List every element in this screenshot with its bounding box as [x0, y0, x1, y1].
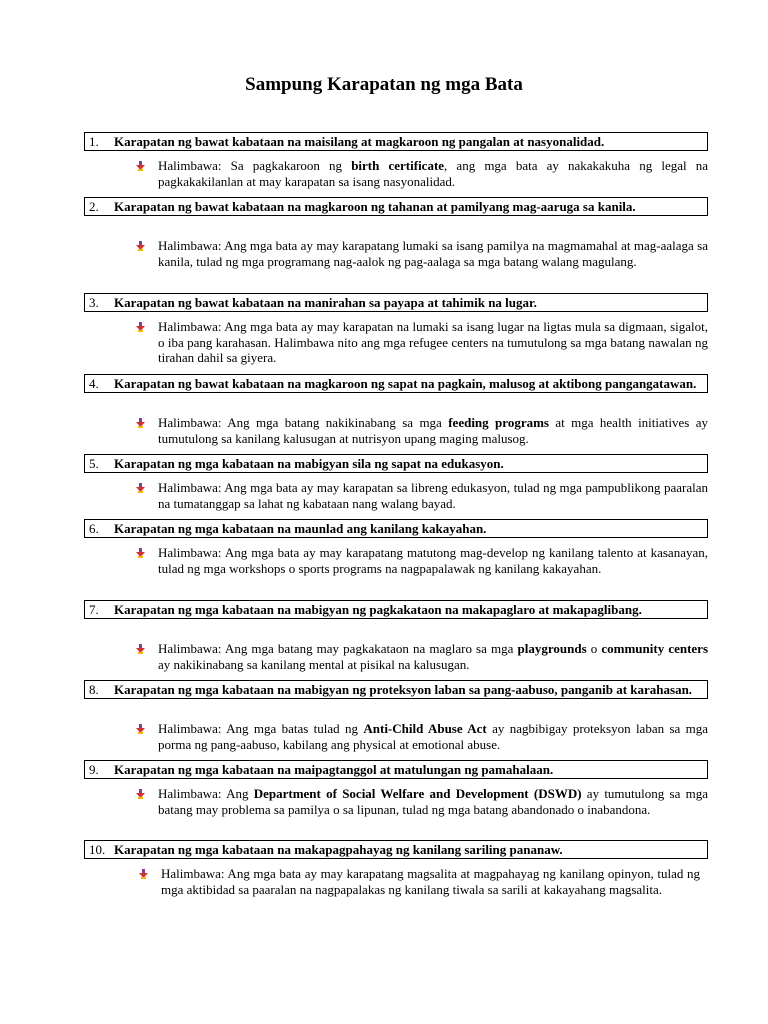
right-heading-1 — [84, 132, 708, 151]
right-heading-4 — [84, 374, 708, 393]
right-number: 7. — [89, 602, 99, 617]
emphasis-text: Anti-Child Abuse Act — [363, 721, 487, 736]
example-run: Halimbawa: Ang mga bata ay may karapatang matutong mag-develop ng kanilang talento at kasanayan, tulad ng mga workshops o sports programs na nagpapalawak ng kanilang kakayahan. — [158, 545, 708, 576]
emphasis-text: playgrounds — [517, 641, 587, 656]
example-run: Halimbawa: Ang mga bata ay may karapatan sa libreng edukasyon, tulad ng mga pampublikong paaralan na tumatanggap sa lahat ng kabataan nang walang bayad. — [158, 480, 708, 511]
example-run: Halimbawa: Ang mga bata ay may karapatang magsalita at magpahayag ng kanilang opinyon, tulad ng mga aktibidad sa paaralan na nagpapalakas ng kanilang tiwala sa sarili at kakayahang magsalita. — [161, 866, 700, 897]
example-text — [158, 415, 708, 446]
right-number: 8. — [89, 682, 99, 697]
example-6 — [136, 545, 708, 576]
arrow-bullet-icon — [136, 641, 158, 672]
right-text: Karapatan ng mga kabataan na maipagtanggol at matulungan ng pamahalaan. — [114, 762, 554, 777]
right-heading-10 — [84, 840, 708, 859]
right-text: Karapatan ng mga kabataan na mabigyan sila ng sapat na edukasyon. — [114, 456, 504, 471]
right-text: Karapatan ng mga kabataan na makapagpahayag ng kanilang sariling pananaw. — [114, 842, 563, 857]
arrow-bullet-icon — [136, 480, 158, 511]
arrow-bullet-icon — [136, 545, 158, 576]
example-text — [158, 721, 708, 752]
right-number: 6. — [89, 521, 99, 536]
document-title: Sampung Karapatan ng mga Bata — [245, 74, 523, 95]
example-run: ay tumutulong sa mga batang may problema sa pamilya o sa lipunan, tulad ng mga batang abandonado o inabandona. — [158, 786, 708, 817]
right-heading-7 — [84, 600, 708, 619]
right-text: Karapatan ng bawat kabataan na magkaroon ng tahanan at pamilyang mag-aaruga sa kanila. — [114, 199, 636, 214]
right-number: 1. — [89, 134, 99, 149]
example-3 — [136, 319, 708, 366]
right-text: Karapatan ng mga kabataan na mabigyan ng pagkakataon na makapaglaro at makapaglibang. — [114, 602, 642, 617]
example-text — [158, 641, 708, 672]
right-heading-2 — [84, 197, 708, 216]
example-7 — [136, 641, 708, 672]
example-8 — [136, 721, 708, 752]
right-number: 10. — [89, 842, 106, 857]
example-text — [158, 158, 708, 189]
arrow-bullet-icon — [136, 415, 158, 446]
arrow-bullet-icon — [136, 721, 158, 752]
right-heading-8 — [84, 680, 708, 699]
example-text — [158, 786, 708, 817]
example-run: , ang mga bata ay nakakakuha ng legal na pagkakakilanlan at may karapatan sa isang nasyonalidad. — [158, 158, 708, 189]
example-run: Halimbawa: Ang mga batas tulad ng — [158, 721, 364, 736]
example-run: at mga health initiatives ay tumutulong sa kanilang kalusugan at nutrisyon upang maging malusog. — [158, 415, 708, 446]
example-1 — [136, 158, 708, 189]
example-run: ay nagbibigay proteksyon laban sa mga porma ng pang-aabuso, kabilang ang physical at emotional abuse. — [158, 721, 709, 752]
arrow-bullet-icon — [139, 866, 161, 897]
example-4 — [136, 415, 708, 446]
right-number: 5. — [89, 456, 99, 471]
arrow-bullet-icon — [136, 158, 158, 189]
emphasis-text: birth certificate — [351, 158, 445, 173]
emphasis-text: Department of Social Welfare and Development (DSWD) — [253, 786, 582, 801]
right-text: Karapatan ng mga kabataan na mabigyan ng proteksyon laban sa pang-aabuso, panganib at karahasan. — [114, 682, 693, 697]
arrow-bullet-icon — [136, 786, 158, 817]
right-number: 3. — [89, 295, 99, 310]
right-text: Karapatan ng mga kabataan na maunlad ang kanilang kakayahan. — [114, 521, 487, 536]
example-10 — [139, 866, 700, 897]
right-number: 2. — [89, 199, 99, 214]
right-number: 9. — [89, 762, 99, 777]
right-heading-3 — [84, 293, 708, 312]
example-run: Halimbawa: Sa pagkakaroon ng — [158, 158, 352, 173]
example-run: Halimbawa: Ang mga bata ay may karapatan na lumaki sa isang lugar na ligtas mula sa digmaan, sigalot, o iba pang karahasan. Halimbawa nito ang mga refugee centers na tumutulong sa mga batang nawalan ng tirahan dahil sa giyera. — [158, 319, 708, 365]
example-5 — [136, 480, 708, 511]
right-heading-5 — [84, 454, 708, 473]
arrow-bullet-icon — [136, 319, 158, 366]
example-2 — [136, 238, 708, 269]
right-number: 4. — [89, 376, 99, 391]
example-run: Halimbawa: Ang mga batang nakikinabang sa mga — [158, 415, 449, 430]
example-9 — [136, 786, 708, 817]
right-heading-6 — [84, 519, 708, 538]
emphasis-text: community centers — [601, 641, 709, 656]
example-text — [158, 480, 708, 511]
example-run: Halimbawa: Ang mga bata ay may karapatang lumaki sa isang pamilya na magmamahal at mag-aalaga sa kanila, tulad ng mga programang nag-aalok ng pag-aalaga sa mga batang walang magulang. — [158, 238, 708, 269]
example-text — [158, 545, 708, 576]
right-heading-9 — [84, 760, 708, 779]
right-text: Karapatan ng bawat kabataan na manirahan sa payapa at tahimik na lugar. — [114, 295, 537, 310]
right-text: Karapatan ng bawat kabataan na maisilang at magkaroon ng pangalan at nasyonalidad. — [114, 134, 605, 149]
emphasis-text: feeding programs — [448, 415, 549, 430]
example-run: Halimbawa: Ang mga batang may pagkakataon na maglaro sa mga — [158, 641, 518, 656]
arrow-bullet-icon — [136, 238, 158, 269]
example-text — [158, 319, 708, 366]
example-run: o — [586, 641, 602, 656]
example-text — [161, 866, 700, 897]
right-text: Karapatan ng bawat kabataan na magkaroon ng sapat na pagkain, malusog at aktibong pangangatawan. — [114, 376, 697, 391]
example-run: Halimbawa: Ang — [158, 786, 254, 801]
example-text — [158, 238, 708, 269]
example-run: ay nakikinabang sa kanilang mental at pisikal na kalusugan. — [158, 656, 470, 672]
